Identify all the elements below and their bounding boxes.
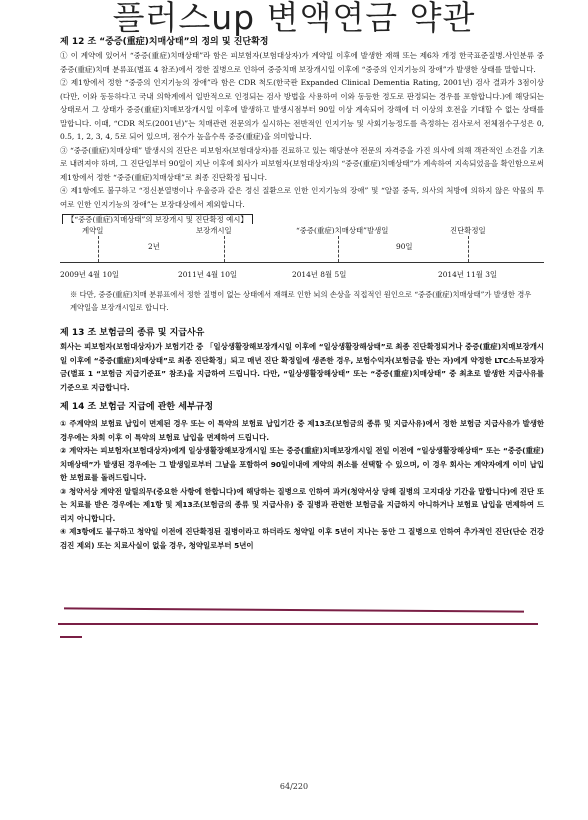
tick-contract: [98, 236, 99, 262]
example-timeline: [60, 214, 544, 320]
article-12-p1: ① 이 계약에 있어서 “중증(重症)치매상태”라 함은 피보험자(보험대상자)가 계약일 이후에 발생한 재해 또는 제6차 개정 한국표준질병.사인분류 중 중증(重症)치매 분류표(별표 4 참조)에서 정한 질병으로 인하여 중증치매 보장개시일 이후에 “중증의 인지기능의 장애”가 발생한 상태를 말합니다.: [60, 51, 544, 74]
article-14-title: 제 14 조 보험금 지급에 관한 세부규정: [60, 402, 214, 412]
tick-onset: [338, 236, 339, 262]
article-14-p4: ④ 제3항에도 불구하고 청약일 이전에 진단확정된 질병이라고 하더라도 청약일 이후 5년이 지나는 동안 그 질병으로 인하여 추가적인 진단(단순 건강검진 제외) 또는 치료사실이 없을 경우, 청약일로부터 5년이: [60, 527, 544, 550]
highlight-underline-3: [60, 636, 82, 638]
period-2-years: 2년: [148, 242, 160, 251]
overlay-title: 플러스up 변액연금 약관: [112, 0, 476, 37]
article-12-title: 제 12 조 “중증(重症)치매상태”의 정의 및 진단확정: [60, 37, 269, 47]
article-14-p1: ① 주계약의 보험료 납입이 면제된 경우 또는 이 특약의 보험료 납입기간 중 제13조(보험금의 종류 및 지급사유)에서 정한 보험금 지급사유가 발생한 경우에는 차회 이후 이 특약의 보험료 납입을 면제하여 드립니다.: [60, 419, 544, 442]
highlight-underline-1: [64, 607, 524, 612]
article-12-p3: ③ “중증(重症)치매상태” 발생시의 진단은 피보험자(보험대상자)를 진료하고 있는 해당분야 전문의 자격증을 가진 의사에 의해 객관적인 소견을 기초로 내려져야 하며, 그 진단일부터 90일이 지난 이후에 회사가 피보험자(보험대상자)의 “중증(重症)치매상태”가 계속하여 지속되었음을 확인함으로써 제1항에서 정한 “중증(重症)치매상태”로 최종 진단확정 됩니다.: [60, 145, 544, 182]
article-14-p3: ③ 청약서상 계약전 알릴의무(중요한 사항에 한합니다)에 해당하는 질병으로 인하여 과거(청약서상 당해 질병의 고지대상 기간을 말합니다)에 진단 또는 치료를 받은 경우에는 제1항 및 제13조(보험금의 종류 및 지급사유) 중 질병과 관련한 보험금을 지급하지 아니하거나 보험료 납입을 면제하여 드리지 아니합니다.: [60, 486, 544, 523]
label-onset-date: “중증(重症)치매상태”발생일: [296, 226, 389, 235]
highlight-underline-2: [58, 623, 538, 625]
tick-diagnosis: [468, 236, 469, 262]
date-onset: 2014년 8월 5일: [292, 270, 347, 279]
date-contract: 2009년 4월 10일: [60, 270, 120, 279]
tick-coverage: [224, 236, 225, 262]
page-number: 64/220: [279, 782, 309, 791]
label-coverage-start: 보장개시일: [196, 226, 232, 235]
example-note: ※ 다만, 중증(重症)치매 분류표에서 정한 질병이 없는 상태에서 재해로 인한 뇌의 손상을 직접적인 원인으로 “중증(重症)치매상태”가 발생한 경우 계약일을 보장개시일로 합니다.: [70, 290, 532, 312]
article-13-body: 회사는 피보험자(보험대상자)가 보험기간 중 「일상생활장해보장개시일 이후에 “일상생활장해상태”로 최종 진단확정되거나 중증(重症)치매보장개시일 이후에 “중증(重症)치매상태”로 최종 진단확정」되고 매년 진단 확정일에 생존한 경우, 보험수익자(보험금을 받는 자)에게 약정한 LTC소득보장자금(별표 1 “보험금 지급기준표” 참조)을 지급하여 드립니다. 다만, “일상생활장해상태” 또는 “중증(重症)치매상태” 중 최초로 발생한 지급사유를 기준으로 지급합니다.: [60, 342, 544, 392]
timeline-axis: [60, 262, 544, 263]
period-90-days: 90일: [396, 242, 413, 251]
example-header: 【“중증(重症)치매상태”의 보장개시 및 진단확정 예시】: [62, 214, 253, 225]
label-contract-date: 계약일: [82, 226, 104, 235]
date-diagnosis: 2014년 11월 3일: [438, 270, 498, 279]
article-13-title: 제 13 조 보험금의 종류 및 지급사유: [60, 328, 205, 338]
article-12-p2: ② 제1항에서 정한 “중증의 인지기능의 장애”라 함은 CDR 척도(한국판 Expanded Clinical Dementia Rating, 2001년) 검사 결과가 3점이상(다만, 이와 동등하다고 국내 의학계에서 일반적으로 인정되는 검사 방법을 사용하여 이와 동등한 정도로 판정되는 경우를 포함합니다.)에 해당되는 상태로서 그 상태가 중증(重症)치매보장개시일 이후에 발생하고 발생시점부터 90일 이상 계속되어 장해에 더 이상의 호전을 기대할 수 없는 상태를 말합니다. 이때, “CDR 척도(2001년)”는 치매관련 전문의가 실시하는 전반적인 인지기능 및 사회기능정도를 측정하는 검사로서 전체점수구성은 0, 0.5, 1, 2, 3, 4, 5로 되어 있으며, 점수가 높을수록 중증(重症)을 의미합니다.: [60, 78, 544, 141]
article-12-p4: ④ 제1항에도 불구하고 “정신분열병이나 우울증과 같은 정신 질환으로 인한 인지기능의 장애” 및 “알콜 중독, 의사의 처방에 의하지 않은 약물의 투여로 인한 인지기능의 장애”는 보장대상에서 제외합니다.: [60, 186, 544, 209]
highlighted-clause: [60, 417, 544, 444]
article-14-p2: ② 계약자는 피보험자(보험대상자)에게 일상생활장해보장개시일 또는 중증(重症)치매보장개시일 전일 이전에 “일상생활장해상태” 또는 “중증(重症)치매상태”가 발생된 경우에는 그 발생일로부터 그날을 포함하여 90일이내에 계약의 취소를 선택할 수 있으며, 이 경우 회사는 계약자에게 이미 납입한 보험료를 돌려드립니다.: [60, 446, 544, 482]
date-coverage: 2011년 4월 10일: [178, 270, 238, 279]
document-content: [60, 36, 544, 552]
label-diagnosis-date: 진단확정일: [450, 226, 486, 235]
